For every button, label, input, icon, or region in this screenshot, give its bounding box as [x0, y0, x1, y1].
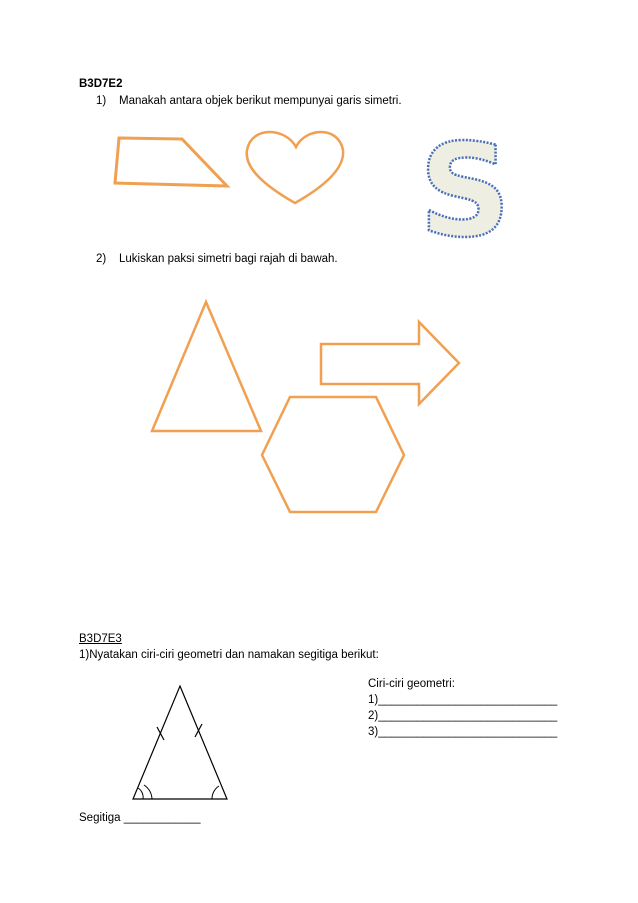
angle-arc-left [138, 785, 152, 799]
triangle-answer-label: Segitiga ____________ [79, 812, 201, 824]
property-line-1: 1)____________________________ [368, 694, 558, 706]
section-code-b3d7e2: B3D7E2 [79, 78, 123, 90]
angle-arc-right [212, 786, 219, 799]
property-line-2: 2)____________________________ [368, 710, 558, 722]
letter-s-glyph: S [418, 117, 512, 266]
question-3-text: 1)Nyatakan ciri-ciri geometri dan namakan segitiga berikut: [79, 649, 379, 661]
properties-title: Ciri-ciri geometri: [368, 678, 455, 690]
section-code-b3d7e3: B3D7E3 [79, 633, 122, 645]
property-line-3: 3)____________________________ [368, 726, 558, 738]
question-1-text: Manakah antara objek berikut mempunyai garis simetri. [119, 95, 402, 107]
question-2-number: 2) [96, 253, 107, 265]
question-1-number: 1) [96, 95, 107, 107]
isosceles-triangle [133, 686, 227, 799]
question-2-text: Lukiskan paksi simetri bagi rajah di bawah. [119, 253, 338, 265]
